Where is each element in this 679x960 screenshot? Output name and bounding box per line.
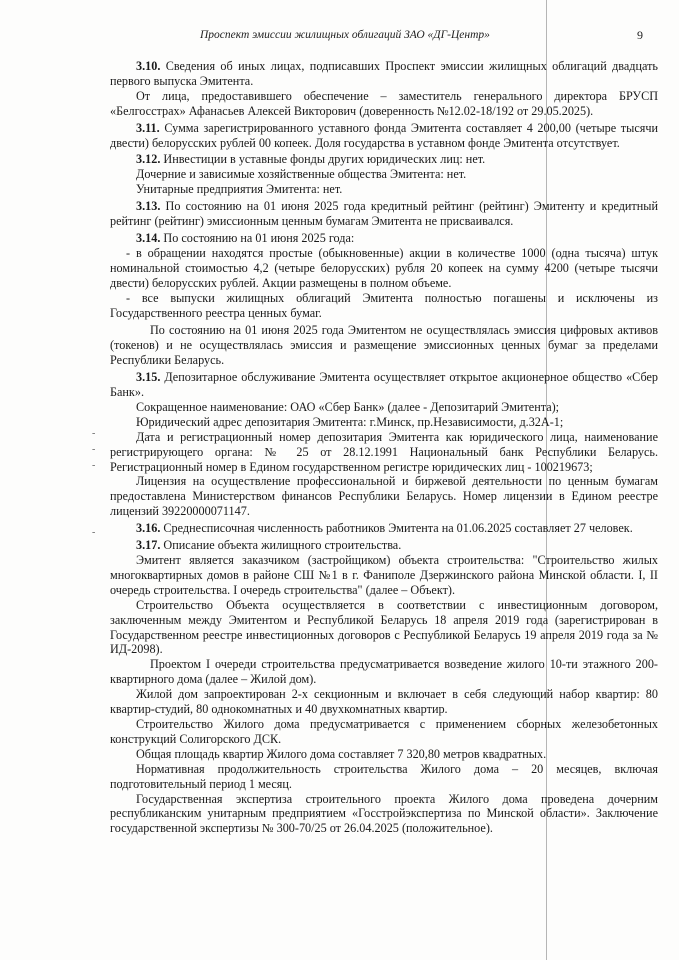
section-3-16 [110, 521, 658, 536]
section-3-15 [110, 370, 658, 400]
paragraph: От лица, предоставившего обеспечение – заместитель генерального директора БРУСП «Белгосстрах» Афанасьев Алексей Викторович (доверенность №12.02-18/192 от 29.05.2025). [110, 88, 658, 118]
margin-dash-mark: - [92, 527, 96, 538]
section-text: Депозитарное обслуживание Эмитента осуществляет открытое акционерное общество «Сбер Банк». [110, 370, 658, 400]
section-number: 3.17. [136, 538, 161, 553]
paragraph: Дочерние и зависимые хозяйственные общества Эмитента: нет. [136, 167, 467, 182]
section-3-17 [110, 538, 658, 553]
section-text: Среднесписочная численность работников Эмитента на 01.06.2025 составляет 27 человек. [160, 521, 633, 536]
list-item: - все выпуски жилищных облигаций Эмитента полностью погашены и исключены из Государственного реестра ценных бумаг. [110, 290, 658, 320]
section-number: 3.12. [136, 152, 161, 167]
paragraph: Государственная экспертиза строительного проекта Жилого дома проведена дочерним республиканским унитарным предприятием «Госстройэкспертиза по Минской области». Заключение государственной экспертизы № 300-70/25 от 26.04.2025 (положительное). [110, 791, 658, 836]
section-text: Описание объекта жилищного строительства. [160, 538, 402, 553]
section-number: 3.16. [136, 521, 161, 536]
paragraph: Нормативная продолжительность строительства Жилого дома – 20 месяцев, включая подготовительный период 1 месяц. [110, 761, 658, 791]
section-text: По состоянию на 01 июня 2025 года кредитный рейтинг (рейтинг) Эмитенту и кредитный рейтинг (рейтинг) эмиссионным ценным бумагам Эмитента не присваивался. [110, 199, 658, 229]
paragraph: Общая площадь квартир Жилого дома составляет 7 320,80 метров квадратных. [136, 746, 547, 761]
running-header: Проспект эмиссии жилищных облигаций ЗАО «ДГ-Центр» [200, 29, 490, 41]
section-text: Инвестиции в уставные фонды других юридических лиц: нет. [160, 152, 486, 167]
section-number: 3.14. [136, 230, 161, 245]
margin-dash-mark: - [92, 460, 96, 471]
document-body [110, 57, 658, 836]
list-item: - в обращении находятся простые (обыкновенные) акции в количестве 1000 (одна тысяча) штук номинальной стоимостью 4,2 (четыре белорусских) рубля 20 копеек на сумму 4200 (четыре тысячи двести) белорусских рублей. Акции размещены в полном объеме. [110, 245, 658, 290]
section-3-11 [110, 121, 658, 151]
margin-dash-mark: - [92, 444, 96, 455]
section-3-13 [110, 199, 658, 229]
paragraph: По состоянию на 01 июня 2025 года Эмитентом не осуществлялась эмиссия цифровых активов (токенов) и не осуществлялась эмиссия и размещение эмиссионных ценных бумаг за пределами Республики Беларусь. [110, 323, 658, 368]
page-number: 9 [637, 28, 643, 42]
list-item: Лицензия на осуществление профессиональной и биржевой деятельности по ценным бумагам предоставлена Министерством финансов Республики Беларусь. Номер лицензии в Едином реестре лицензий 39220000071147. [110, 474, 658, 519]
section-number: 3.11. [136, 120, 160, 135]
paragraph: Проектом I очереди строительства предусматривается возведение жилого 10-ти этажного 200-квартирного дома (далее – Жилой дом). [110, 657, 658, 687]
section-3-12 [110, 152, 658, 167]
section-number: 3.15. [136, 370, 161, 385]
list-item: Сокращенное наименование: ОАО «Сбер Банк» (далее - Депозитарий Эмитента); [136, 399, 560, 414]
paragraph: Эмитент является заказчиком (застройщиком) объекта строительства: "Строительство жилых многоквартирных домов в районе СШ №1 в г. Фаниполе Дзержинского района Минской области. I, II очередь строительства. I очередь строительства" (далее – Объект). [110, 553, 658, 597]
paragraph: Жилой дом запроектирован 2-х секционным и включает в себя следующий набор квартир: 80 квартир-студий, 80 однокомнатных и 40 двухкомнатных квартир. [110, 687, 658, 717]
list-item: Дата и регистрационный номер депозитария Эмитента как юридического лица, наименование регистрирующего органа: № 25 от 28.12.1991 Национальный банк Республики Беларусь. Регистрационный номер в Едином государственном регистре юридических лиц - 100219673; [110, 429, 658, 474]
paragraph: Строительство Объекта осуществляется в соответствии с инвестиционным договором, заключенным между Эмитентом и Республикой Беларусь 18 апреля 2019 года (зарегистрирован в Государственном реестре инвестиционных договоров с Республикой Беларусь 19 апреля 2019 года за № ИД-2098). [110, 597, 658, 657]
margin-dash-mark: - [92, 428, 96, 439]
section-3-14 [110, 231, 658, 246]
paragraph: Строительство Жилого дома предусматривается с применением сборных железобетонных конструкций Солигорского ДСК. [110, 716, 658, 746]
list-item: Юридический адрес депозитария Эмитента: г.Минск, пр.Независимости, д.32А-1; [136, 414, 564, 429]
section-number: 3.10. [136, 59, 161, 73]
section-3-10 [110, 59, 658, 89]
section-number: 3.13. [136, 199, 161, 214]
section-text: Сумма зарегистрированного уставного фонда Эмитента составляет 4 200,00 (четыре тысячи двести) белорусских рублей 00 копеек. Доля государства в уставном фонде Эмитента отсутствует. [110, 120, 658, 150]
paragraph: Унитарные предприятия Эмитента: нет. [136, 182, 343, 197]
section-text: По состоянию на 01 июня 2025 года: [160, 230, 355, 245]
section-text: Сведения об иных лицах, подписавших Проспект эмиссии жилищных облигаций двадцать первого выпуска Эмитента. [110, 59, 658, 88]
